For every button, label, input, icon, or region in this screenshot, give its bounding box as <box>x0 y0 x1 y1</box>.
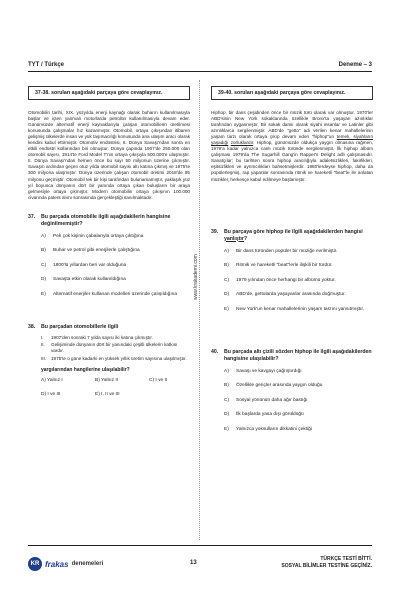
end-note-line-1: TÜRKÇE TESTİ BİTTİ. <box>320 556 372 562</box>
question-38-number: 38. <box>28 323 36 330</box>
option-text: Alternatif enerjiler kullanan modelleri üzerinde çalışıldığına <box>53 291 177 297</box>
question-39-number: 39. <box>211 228 219 235</box>
option-label: B) <box>41 248 46 254</box>
option-38-c[interactable] <box>149 378 203 383</box>
option-39-a[interactable] <box>224 249 373 255</box>
option-label: D) <box>41 392 47 398</box>
option-text: Pek çok kişinin çabalarıyla ortaya çıktığına <box>53 233 144 239</box>
passage-instruction-39-40: 39-40. soruları aşağıdaki parçaya göre cevaplayınız. <box>211 86 373 100</box>
option-38-d[interactable] <box>41 392 95 397</box>
option-text: Buhar ve petrol gibi enerjilerle çalıştığına <box>53 248 140 254</box>
question-40-options <box>224 369 373 433</box>
question-39-text <box>224 229 373 243</box>
option-37-c[interactable] <box>41 263 190 269</box>
option-text: Savaşı ve kavgayı çağrıştırdığı <box>236 368 302 374</box>
question-37-stem <box>28 214 190 228</box>
option-label: B) <box>224 383 229 389</box>
passage-automobile: Otomobilin tarihi, XIX. yüzyılda enerji kaynağı olarak buharın kullanılmasıyla başlar ve içten yanmalı motorlarda petrolün kullanılmasıyla devam eder. Günümüzde alternatif enerji kaynaklarıyla çalışan otomobillerin üretilmesi konusunda çalışmalar hız kazanmıştır. Otomobil, ortaya çıkışından itibaren gelişmiş ülkelerde insan ve yük taşımacılığı konusunda ana ulaşım aracı olarak kendini kabul ettirmiştir. Otomotiv endüstrisi, II. Dünya Savaşı'ndan sonra en etkili endüstri kollarından biri olmuştur. Dünya çapında 1907'de 250.000 olan otomobil sayısı, 1914'te Ford Model T'nin ortaya çıkışıyla 500.000'e ulaşmıştır. II. Dünya Savaşı'ndan hemen önce bu sayı 50 milyonun üzerine çıkmıştır. Savaşın ardından geçen otuz yılda otomobil sayısı altı katına çıkmış ve 1975'te 300 milyona ulaşmıştır. Dünya üzerinde çalışan otomobil üretimi 2018'de 95 milyonu geçmiştir. Otomobil tek bir kişi tarafından bulunamamıştır, yaklaşık yüz yıl boyunca dünyanın dört bir yanında ortaya çıkan buluşların bir araya gelmesiyle ortaya çıkmıştır. Modern otomobilin ortaya çıkışının 100.000 civarında patent alımı sonrasında gerçekleştiği sanılmaktadır. <box>28 110 190 200</box>
option-37-b[interactable] <box>41 248 190 254</box>
option-label: C) <box>224 397 230 403</box>
statement-number: III. <box>41 355 47 361</box>
statement-i <box>41 335 190 341</box>
option-label: C) <box>224 277 230 283</box>
option-label: D) <box>224 412 230 418</box>
underlined-phrase-1: temelı, siyahların yaşadığı <box>211 134 373 146</box>
option-text: 1800'lü yıllardan beri var olduğuna <box>53 262 127 268</box>
passage-part: Hiphop, bir dans çeşidinden önce bir müzik türü olarak var olmuştur. 1970'ler ABD'sinin New York sokaklarında özellikle Bronx'ta yaşayan azınlıklar tarafından oyganmıştır. Bir sokak dansı olarak siyahi insanlar ve Latinler gibi azınlıklarca sergilenmiştir. ABD'de "getto" adı verilen kenar mahallelerinin yaşam tarzı olarak ortaya çıkıp devam eden "hiphop"un <box>211 110 373 140</box>
question-text-part: Bu parçaya göre hiphop ile ilgili aşağıdakilerden hangisi <box>224 228 363 235</box>
logo-brand: frakas <box>45 559 69 569</box>
statement-text: Gelişiminde dünyanın dört bir yanındaki çeşitli ülkelerin katkısı vardır. <box>51 342 178 354</box>
question-38 <box>28 324 190 398</box>
logo-subtitle: denemeleri <box>71 561 104 567</box>
option-text: I ve II <box>155 378 168 384</box>
option-text: Yalnız I <box>47 378 63 384</box>
underlined-phrase-2: zorluklardır <box>230 140 254 146</box>
question-37-options <box>41 234 190 298</box>
option-38-b[interactable] <box>95 378 149 383</box>
question-40-text: Bu parçada altı çizili sözden hiphop ile ilgili aşağıdakilerden hangisine ulaşılabilir? <box>224 348 372 362</box>
option-label: E) <box>224 426 229 432</box>
option-text: İlk başlarda yasa dışı görüldüğü <box>236 412 304 418</box>
passage-instruction-37-38: 37-38. soruları aşağıdaki parçaya göre cevaplayınız. <box>28 86 190 100</box>
question-40-stem <box>211 349 373 363</box>
option-text: I, II ve III <box>101 392 120 398</box>
question-37-number: 37. <box>28 213 36 220</box>
option-text: Yalnız II <box>101 378 119 384</box>
question-38-stem <box>28 324 190 331</box>
option-37-e[interactable] <box>41 292 190 298</box>
option-label: D) <box>224 292 230 298</box>
passage-hiphop <box>211 110 373 183</box>
option-39-e[interactable] <box>224 307 373 313</box>
question-37 <box>28 214 190 298</box>
option-text: Ritmik ve hareketli "beat"lerle ilişkili bir türdür. <box>236 263 333 269</box>
option-text: Savaşta etkin olarak kullanıldığına <box>53 277 126 283</box>
column-divider <box>199 80 200 540</box>
option-label: C) <box>149 378 155 384</box>
option-37-a[interactable] <box>41 234 190 240</box>
option-label: B) <box>95 378 100 384</box>
option-text: Sosyal yönünün daha ağır bastığı <box>236 397 308 403</box>
option-38-a[interactable] <box>41 378 95 383</box>
option-text: Yalnızca yoksulların dikkatini çektiği <box>236 426 312 432</box>
option-text: ABD'de, gettolarda yaşayanlar arasında doğmuştur. <box>236 292 346 298</box>
option-label: C) <box>41 262 47 268</box>
option-label: A) <box>41 233 46 239</box>
option-label: A) <box>224 368 229 374</box>
option-40-a[interactable] <box>224 369 373 375</box>
statement-text: 1975'te o güne kadarki en yüksek yıllık üretim sayısına ulaşılmıştır. <box>51 355 187 361</box>
section-end-note <box>281 556 372 570</box>
option-label: E) <box>224 306 229 312</box>
option-label: A) <box>224 248 229 254</box>
statement-number: II. <box>41 342 45 348</box>
statement-text: 1907'den sonraki 7 yılda sayısı iki katına çıkmıştır. <box>51 334 153 340</box>
question-38-prompt: yargılarından hangilerine ulaşılabilir? <box>41 367 130 374</box>
question-39-stem <box>211 229 373 243</box>
vertical-website: www.krakademi.com <box>193 254 199 300</box>
option-39-b[interactable] <box>224 263 373 269</box>
page-number: 13 <box>190 560 197 566</box>
header-right: Deneme – 3 <box>338 62 372 68</box>
right-column <box>211 86 373 441</box>
option-label: A) <box>41 378 46 384</box>
question-text-part: ? <box>243 235 248 242</box>
page-header <box>28 58 372 72</box>
end-note-line-2: SOSYAL BİLİMLER TESTİNE GEÇİNİZ. <box>281 563 372 569</box>
option-text: 1979 yılından önce herhangi bir albümü yoktur. <box>236 277 336 283</box>
question-40-number: 40. <box>211 348 219 355</box>
question-38-options <box>41 378 190 397</box>
logo-mark-icon: KR <box>28 557 42 571</box>
question-38-text: Bu parçadan otomobillerle ilgili <box>41 323 119 330</box>
option-40-c[interactable] <box>224 398 373 404</box>
passage-part: . Hiphop, günümüzde oldukça yaygın olmasına rağmen, 1979'a kadar yalnızca canlı müzik türünde sergilenmiştir. İlk hiphop albüm çalışması 1979'da The Sugarhill Gang'in Rapper's Delight adlı çalışmasıdır. Sanatçılar; bu tarihten sonra hiphop aracılığıyla adaletsizlikleri, fakirlikleri, eşitsizlikleri ve ayrımcılıkları bahsetmişlerdir. 1980'lerdeyse hiphop, daha da popülerleşmiş, rap yapanlar sonrasında ritmik ve hareketli "beat"le ile anlatan müzikler, herkesçe kabul edilmeye başlamıştır. <box>211 140 373 182</box>
option-40-b[interactable] <box>224 383 373 389</box>
option-label: E) <box>41 291 46 297</box>
question-38-statements <box>41 335 190 362</box>
option-text: New York'un kenar mahallelerinin yaşam tarzını yansıtmıştır. <box>236 306 365 312</box>
option-38-e[interactable] <box>95 392 149 397</box>
option-label: D) <box>41 277 47 283</box>
question-37-text: Bu parçada otomobille ilgili aşağıdakilerin hangisine değinilmemiştir? <box>41 213 171 227</box>
statement-iii <box>41 356 190 362</box>
option-39-c[interactable] <box>224 278 373 284</box>
question-39 <box>211 229 373 313</box>
left-column <box>28 86 190 397</box>
option-text: Özellikle gençler arasında yaygın olduğu <box>236 383 323 389</box>
option-text: I ve III <box>47 392 61 398</box>
footer-rule <box>28 545 372 546</box>
statement-number: I. <box>41 334 44 340</box>
question-underlined-word: yanlıştır <box>224 235 244 242</box>
option-37-d[interactable] <box>41 277 190 283</box>
publisher-logo <box>28 556 103 572</box>
option-label: E) <box>95 392 100 398</box>
option-40-d[interactable] <box>224 412 373 418</box>
option-39-d[interactable] <box>224 292 373 298</box>
question-39-options <box>224 249 373 313</box>
statement-ii <box>41 342 190 354</box>
option-label: B) <box>224 263 229 269</box>
header-left: TYT / Türkçe <box>28 62 65 68</box>
question-40 <box>211 349 373 433</box>
option-text: Bir dans türünden popüler bir müziğe evrilmiştir. <box>236 248 338 254</box>
option-40-e[interactable] <box>224 427 373 433</box>
